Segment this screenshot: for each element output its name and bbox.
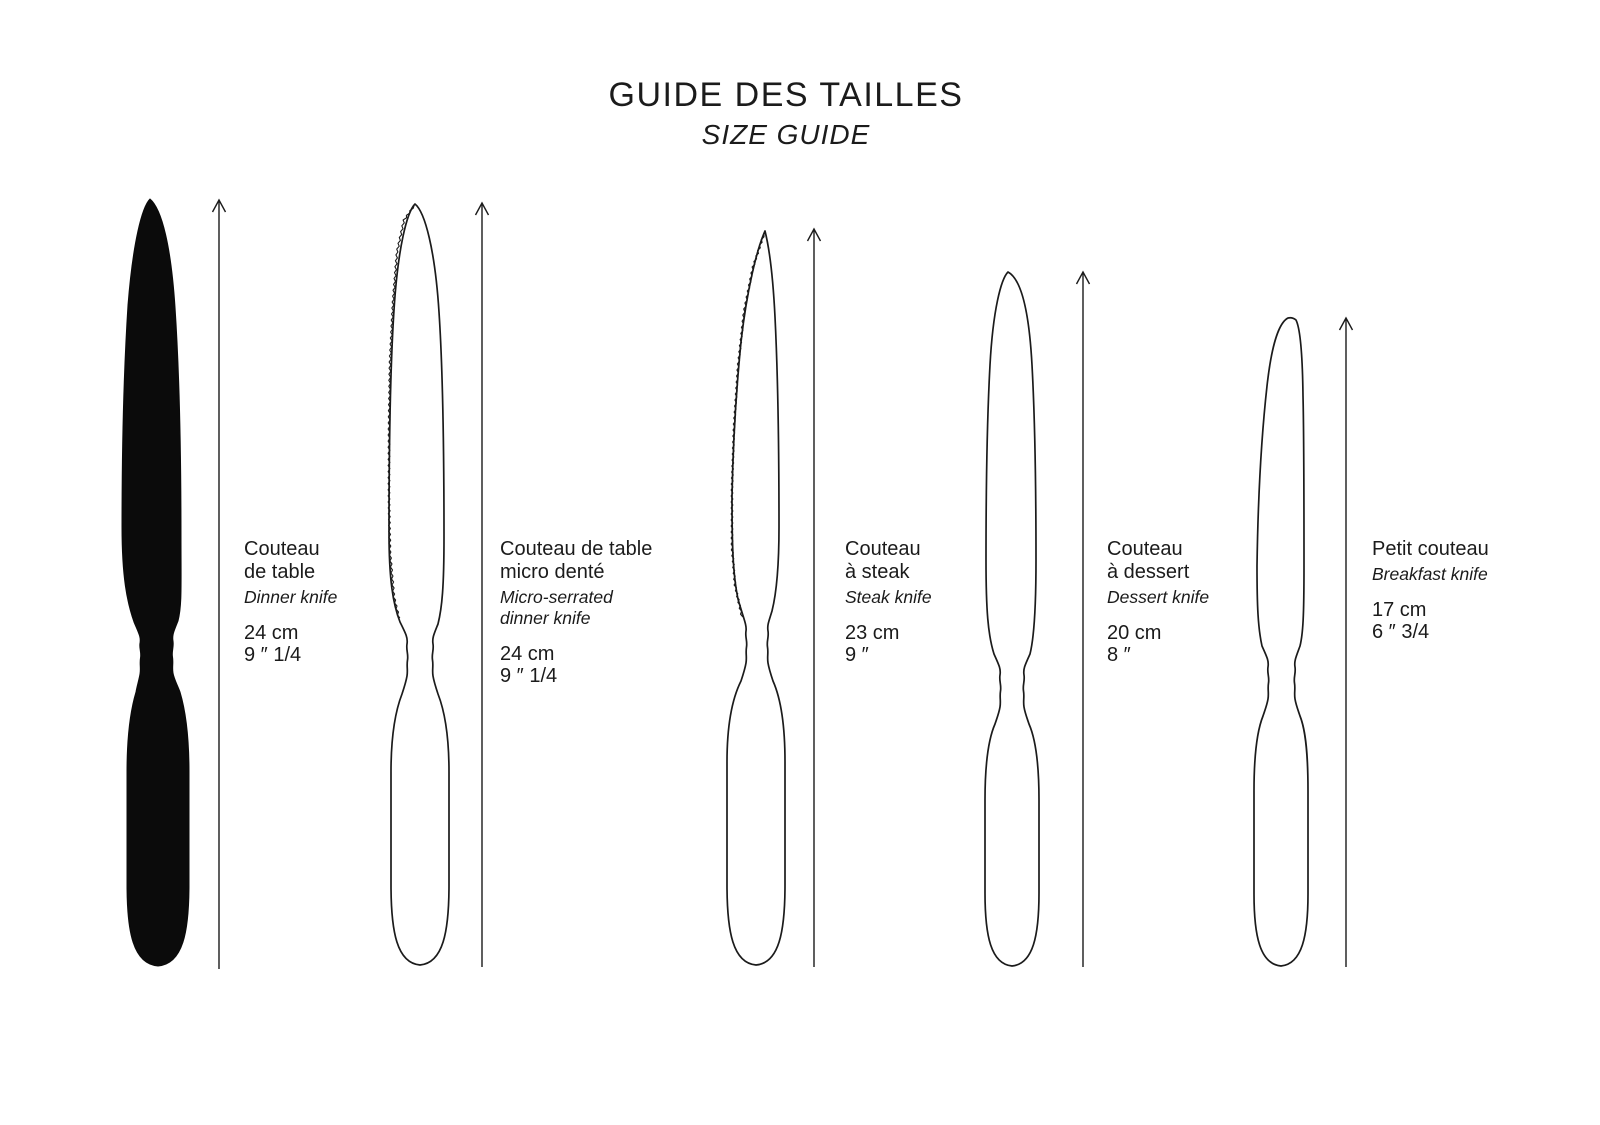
knife-size-inches: 9 ″ 1/4 xyxy=(500,665,558,687)
height-arrow-dinner xyxy=(211,199,227,970)
knife-name-en: Dinner knife xyxy=(244,587,338,607)
height-arrow-steak xyxy=(806,228,822,968)
page-title: GUIDE DES TAILLES xyxy=(608,76,964,114)
knife-size-inches: 9 ″ xyxy=(845,644,869,666)
title-block xyxy=(0,76,1572,151)
knife-name-fr: Couteau à steak xyxy=(845,538,921,583)
steak-knife-figure xyxy=(717,227,789,974)
knife-size-inches: 9 ″ 1/4 xyxy=(244,644,302,666)
knife-size-inches: 8 ″ xyxy=(1107,644,1131,666)
height-arrow-dessert xyxy=(1075,271,1091,968)
height-arrow-micro-serrated xyxy=(474,202,490,968)
knife-name-fr: Couteau de table micro denté xyxy=(500,538,653,583)
knife-name-en: Breakfast knife xyxy=(1372,564,1488,584)
knife-name-en: Dessert knife xyxy=(1107,587,1210,607)
knife-size-cm: 20 cm xyxy=(1107,622,1162,644)
knife-name-en: Steak knife xyxy=(845,587,932,607)
knife-size-cm: 24 cm xyxy=(500,643,555,665)
breakfast-knife-figure xyxy=(1248,316,1314,975)
breakfast-knife-label xyxy=(1372,538,1582,643)
height-arrow-breakfast xyxy=(1338,317,1354,968)
knife-name-fr: Couteau à dessert xyxy=(1107,538,1190,583)
knife-size-cm: 24 cm xyxy=(244,622,299,644)
knife-name-en: Micro-serrated dinner knife xyxy=(500,587,613,628)
knife-size-cm: 23 cm xyxy=(845,622,900,644)
micro-serrated-dinner-knife-figure xyxy=(382,202,454,974)
dessert-knife-figure xyxy=(977,270,1047,975)
knife-size-cm: 17 cm xyxy=(1372,599,1427,621)
micro-serrated-dinner-knife-label xyxy=(500,538,740,687)
knife-size-inches: 6 ″ 3/4 xyxy=(1372,621,1430,643)
dinner-knife-figure xyxy=(118,197,192,975)
knife-name-fr: Petit couteau xyxy=(1372,538,1489,560)
page-subtitle: SIZE GUIDE xyxy=(701,119,871,150)
knife-name-fr: Couteau de table xyxy=(244,538,320,583)
